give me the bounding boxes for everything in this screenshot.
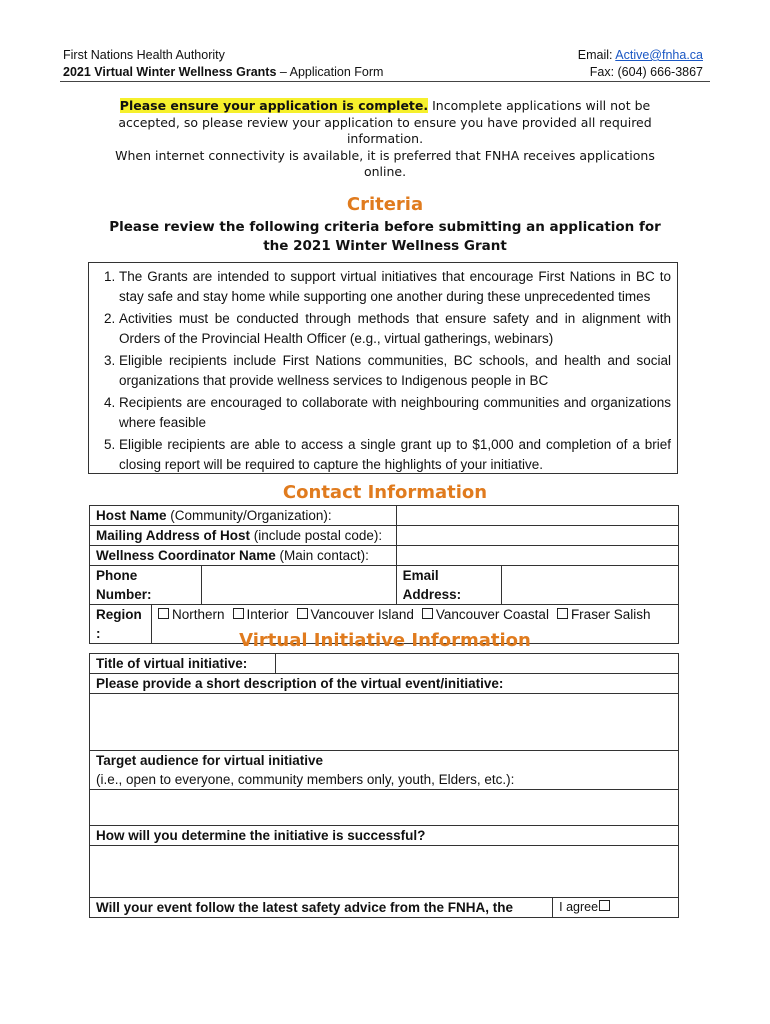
region-option[interactable] [229, 607, 289, 622]
audience-field[interactable] [90, 790, 679, 826]
criteria-item: 5. Eligible recipients are able to access a single grant up to $1,000 and completion of a brief closing report will be required to capture the highlights of your initiative. [119, 435, 671, 475]
mailing-field[interactable] [396, 526, 678, 546]
phone-label-text: Phone Number: [96, 568, 152, 602]
host-name-label-bold: Host Name [96, 508, 167, 523]
contact-heading: Contact Information [282, 482, 488, 503]
contact-table [89, 505, 679, 644]
completeness-highlight: Please ensure your application is complete. [119, 98, 429, 113]
mailing-label [90, 526, 397, 546]
host-name-field[interactable] [396, 506, 678, 526]
region-option[interactable] [418, 607, 549, 622]
description-field[interactable] [90, 694, 679, 751]
success-label-text: How will you determine the initiative is successful? [96, 828, 426, 843]
form-title-bold: 2021 Virtual Winter Wellness Grants [63, 65, 277, 79]
description-label-text: Please provide a short description of the virtual event/initiative: [96, 676, 504, 691]
intro-paragraph-1 [95, 98, 675, 148]
phone-email-row [90, 566, 679, 605]
coordinator-label-bold: Wellness Coordinator Name [96, 548, 276, 563]
initiative-title-label-text: Title of virtual initiative: [96, 656, 248, 671]
audience-label-bold: Target audience for virtual initiative [96, 753, 324, 768]
form-title [63, 64, 383, 81]
region-label-colon: : [96, 626, 101, 641]
coordinator-row [90, 546, 679, 566]
coordinator-field[interactable] [396, 546, 678, 566]
coordinator-label-rest: (Main contact): [275, 548, 369, 563]
email-field[interactable] [502, 566, 679, 605]
initiative-title-row [90, 654, 679, 674]
phone-label [90, 566, 202, 605]
criteria-box [88, 262, 678, 474]
agree-label: I agree [559, 900, 599, 914]
host-name-label [90, 506, 397, 526]
region-checkbox[interactable] [422, 608, 433, 619]
safety-label [90, 898, 553, 918]
success-answer-row [90, 846, 679, 898]
region-option-label: Interior [246, 607, 289, 622]
initiative-heading: Virtual Initiative Information [239, 630, 531, 651]
region-option-label: Vancouver Island [310, 607, 414, 622]
audience-hint: (i.e., open to everyone, community members only, youth, Elders, etc.): [96, 772, 515, 787]
email-line [578, 47, 703, 64]
agree-cell [553, 898, 679, 918]
criteria-item: 3. Eligible recipients include First Nations communities, BC schools, and health and social organizations that provide wellness services to Indigenous people in BC [119, 351, 671, 391]
intro-text: Incomplete applications will not be accepted, so please review your application to ensure you have provided all required information. [118, 98, 652, 146]
region-checkbox[interactable] [297, 608, 308, 619]
intro-notice [95, 98, 675, 181]
criteria-heading: Criteria [346, 194, 424, 215]
success-label [90, 826, 679, 846]
success-label-row [90, 826, 679, 846]
success-field[interactable] [90, 846, 679, 898]
header-left [63, 47, 383, 81]
description-label-row [90, 674, 679, 694]
criteria-list [89, 263, 677, 475]
fax-line: Fax: (604) 666-3867 [589, 65, 703, 79]
email-label-text: Email Address: [402, 568, 462, 602]
region-option-label: Vancouver Coastal [435, 607, 549, 622]
criteria-subtitle: Please review the following criteria before submitting an application for the 2021 Winter Wellness Grant [109, 219, 661, 254]
initiative-title-field[interactable] [275, 654, 678, 674]
region-checkbox[interactable] [557, 608, 568, 619]
coordinator-label [90, 546, 397, 566]
email-label-cell [396, 566, 502, 605]
header-divider [60, 81, 710, 82]
audience-answer-row [90, 790, 679, 826]
criteria-item: 4. Recipients are encouraged to collaborate with neighbouring communities and organizations where feasible [119, 393, 671, 433]
criteria-item: 1. The Grants are intended to support virtual initiatives that encourage First Nations in BC to stay safe and stay home while supporting one another during these unprecedented times [119, 267, 671, 307]
audience-label-row [90, 751, 679, 790]
agree-checkbox[interactable] [599, 900, 610, 911]
form-title-rest: – Application Form [276, 65, 384, 79]
safety-label-text: Will your event follow the latest safety advice from the FNHA, the [96, 900, 513, 915]
region-label-text: Region [96, 607, 142, 622]
host-name-row [90, 506, 679, 526]
mailing-row [90, 526, 679, 546]
region-option-label: Fraser Salish [570, 607, 651, 622]
org-name: First Nations Health Authority [63, 48, 225, 62]
region-checkbox-list [154, 607, 654, 622]
mailing-label-rest: (include postal code): [250, 528, 383, 543]
email-label: Email: [577, 48, 616, 62]
header-right [578, 47, 703, 81]
criteria-item: 2. Activities must be conducted through methods that ensure safety and in alignment with Orders of the Provincial Health Officer (e.g., virtual gatherings, webinars) [119, 309, 671, 349]
initiative-title-label [90, 654, 276, 674]
mailing-label-bold: Mailing Address of Host [96, 528, 251, 543]
email-link[interactable]: Active@fnha.ca [615, 48, 703, 62]
region-checkbox[interactable] [233, 608, 244, 619]
phone-field[interactable] [201, 566, 396, 605]
region-checkbox[interactable] [158, 608, 169, 619]
region-option[interactable] [553, 607, 651, 622]
description-answer-row [90, 694, 679, 751]
intro-paragraph-2: When internet connectivity is available, it is preferred that FNHA receives applications online. [115, 147, 655, 179]
region-option[interactable] [154, 607, 225, 622]
initiative-table [89, 653, 679, 918]
region-option[interactable] [293, 607, 414, 622]
safety-row [90, 898, 679, 918]
host-name-label-rest: (Community/Organization): [166, 508, 332, 523]
audience-label [90, 751, 679, 790]
region-option-label: Northern [171, 607, 225, 622]
description-label [90, 674, 679, 694]
